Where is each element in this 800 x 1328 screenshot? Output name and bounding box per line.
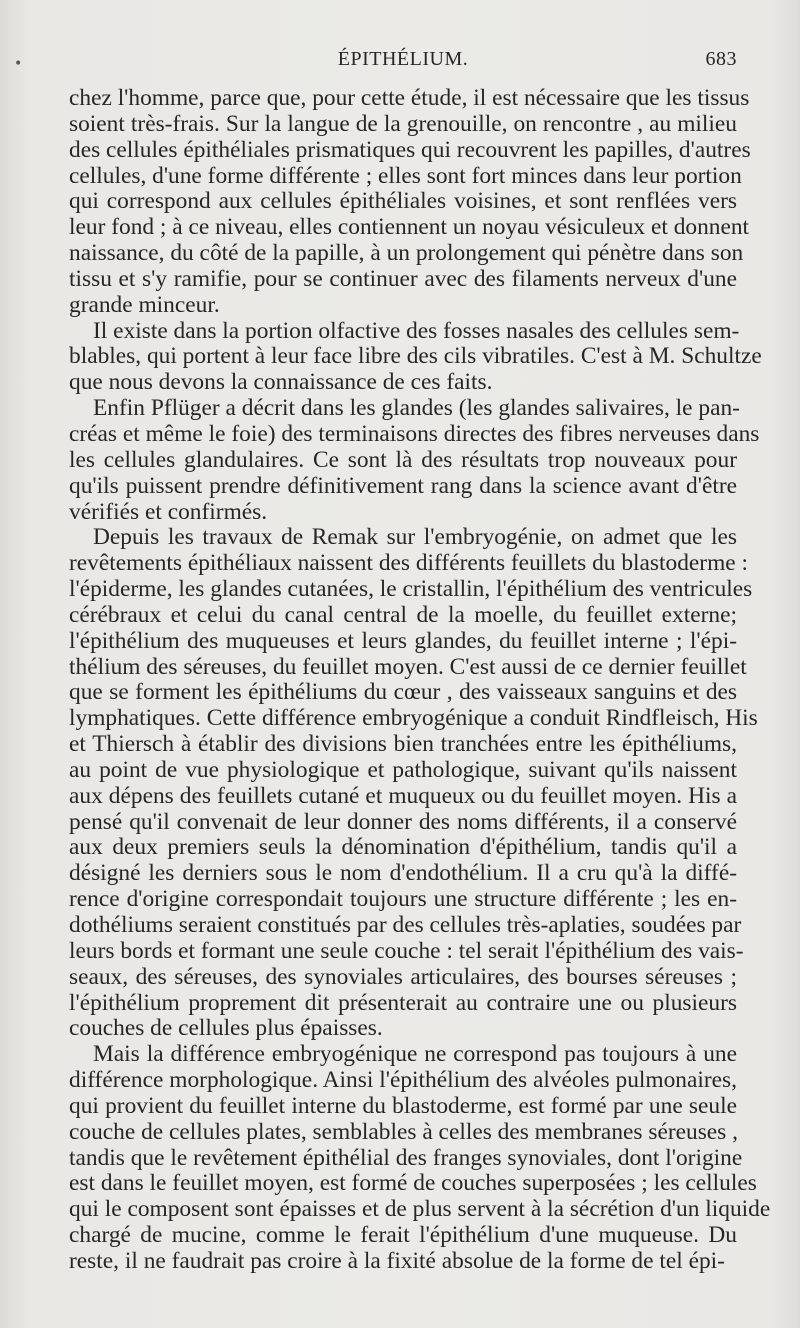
text-line: cérébraux et celui du canal central de la moelle, du feuillet externe;: [69, 601, 737, 628]
text-line: cellules, d'une forme différente ; elles sont fort minces dans leur portion: [69, 162, 742, 189]
page-number: 683: [705, 48, 737, 70]
text-line: dothéliums seraient constitués par des cellules très-aplaties, soudées par: [69, 912, 742, 938]
text-line: blables, qui portent à leur face libre des cils vibratiles. C'est à M. Schultze: [69, 343, 762, 370]
text-line: créas et même le foie) des terminaisons directes des fibres nerveuses dans: [69, 420, 760, 447]
text-line: chez l'homme, parce que, pour cette étude, il est nécessaire que les tissus: [69, 85, 750, 111]
text-line: qu'ils puissent prendre définitivement rang dans la science avant d'être: [69, 472, 737, 499]
text-line: qui correspond aux cellules épithéliales voisines, et sont renflées vers: [69, 188, 737, 215]
text-line: couche de cellules plates, semblables à celles des membranes séreuses ,: [69, 1118, 738, 1145]
page-header: [69, 42, 737, 72]
text-line: que se forment les épithéliums du cœur , des vaisseaux sanguins et des: [69, 679, 737, 706]
paragraph: [69, 524, 758, 1042]
text-line: différence morphologique. Ainsi l'épithélium des alvéoles pulmonaires,: [69, 1067, 737, 1094]
text-line: reste, il ne faudrait pas croire à la fixité absolue de la forme de tel épi-: [69, 1247, 725, 1274]
text-line: lymphatiques. Cette différence embryogénique a conduit Rindfleisch, His: [69, 705, 758, 732]
text-line: seaux, des séreuses, des synoviales articulaires, des bourses séreuses ;: [69, 963, 737, 990]
text-line: couches de cellules plus épaisses.: [69, 1015, 383, 1042]
text-line: chargé de mucine, comme le ferait l'épithélium d'une muqueuse. Du: [69, 1222, 737, 1249]
text-line: aux dépens des feuillets cutané et muqueux ou du feuillet moyen. His a: [69, 782, 737, 809]
text-line: pensé qu'il convenait de leur donner des noms différents, il a conservé: [69, 808, 737, 835]
text-line: rence d'origine correspondait toujours une structure différente ; les en-: [69, 886, 737, 913]
text-line: tissu et s'y ramifie, pour se continuer avec des filaments nerveux d'une: [69, 265, 737, 292]
text-line: au point de vue physiologique et pathologique, suivant qu'ils naissent: [69, 756, 737, 783]
text-line: qui provient du feuillet interne du blastoderme, est formé par une seule: [69, 1092, 737, 1119]
text-line: que nous devons la connaissance de ces faits.: [69, 369, 493, 396]
text-line: l'épiderme, les glandes cutanées, le cristallin, l'épithélium des ventricules: [69, 576, 753, 603]
page-body: [69, 85, 771, 1275]
text-line: est dans le feuillet moyen, est formé de couches superposées ; les cellules: [69, 1170, 757, 1197]
running-title: ÉPITHÉLIUM.: [337, 48, 469, 70]
text-line: les cellules glandulaires. Ce sont là des résultats trop nouveaux pour: [69, 446, 737, 473]
text-line: Depuis les travaux de Remak sur l'embryogénie, on admet que les: [93, 524, 737, 551]
text-line: leurs bords et formant une seule couche : tel serait l'épithélium des vais-: [69, 937, 744, 964]
text-line: soient très-frais. Sur la langue de la grenouille, on rencontre , au milieu: [69, 110, 737, 137]
paragraph: [69, 395, 760, 525]
text-line: Enfin Pflüger a décrit dans les glandes (les glandes salivaires, le pan-: [93, 395, 740, 422]
text-line: Mais la différence embryogénique ne correspond pas toujours à une: [93, 1041, 737, 1068]
text-line: revêtements épithéliaux naissent des différents feuillets du blastoderme :: [69, 550, 748, 577]
text-line: Il existe dans la portion olfactive des fosses nasales des cellules sem-: [93, 317, 740, 344]
text-line: grande minceur.: [69, 291, 220, 318]
text-line: leur fond ; à ce niveau, elles contiennent un noyau vésiculeux et donnent: [69, 214, 750, 241]
paragraph: [69, 317, 762, 397]
paragraph: [69, 1041, 771, 1275]
text-line: thélium des séreuses, du feuillet moyen. C'est aussi de ce dernier feuillet: [69, 653, 747, 680]
margin-mark: •: [14, 56, 23, 72]
text-line: tandis que le revêtement épithélial des franges synoviales, dont l'origine: [69, 1144, 743, 1171]
text-line: et Thiersch à établir des divisions bien tranchées entre les épithéliums,: [69, 731, 737, 758]
text-line: désigné les derniers sous le nom d'endothélium. Il a cru qu'à la diffé-: [69, 860, 737, 887]
text-line: l'épithélium des muqueuses et leurs glandes, du feuillet interne ; l'épi-: [69, 627, 737, 654]
text-line: des cellules épithéliales prismatiques qui recouvrent les papilles, d'autres: [69, 136, 751, 163]
text-line: vérifiés et confirmés.: [69, 498, 268, 525]
text-line: qui le composent sont épaisses et de plus servent à la sécrétion d'un liquide: [69, 1196, 771, 1223]
text-line: naissance, du côté de la papille, à un prolongement qui pénètre dans son: [69, 240, 744, 267]
text-line: l'épithélium proprement dit présenterait au contraire une ou plusieurs: [69, 989, 737, 1016]
text-line: aux deux premiers seuls la dénomination d'épithélium, tandis qu'il a: [69, 834, 737, 861]
paragraph: [69, 85, 751, 319]
